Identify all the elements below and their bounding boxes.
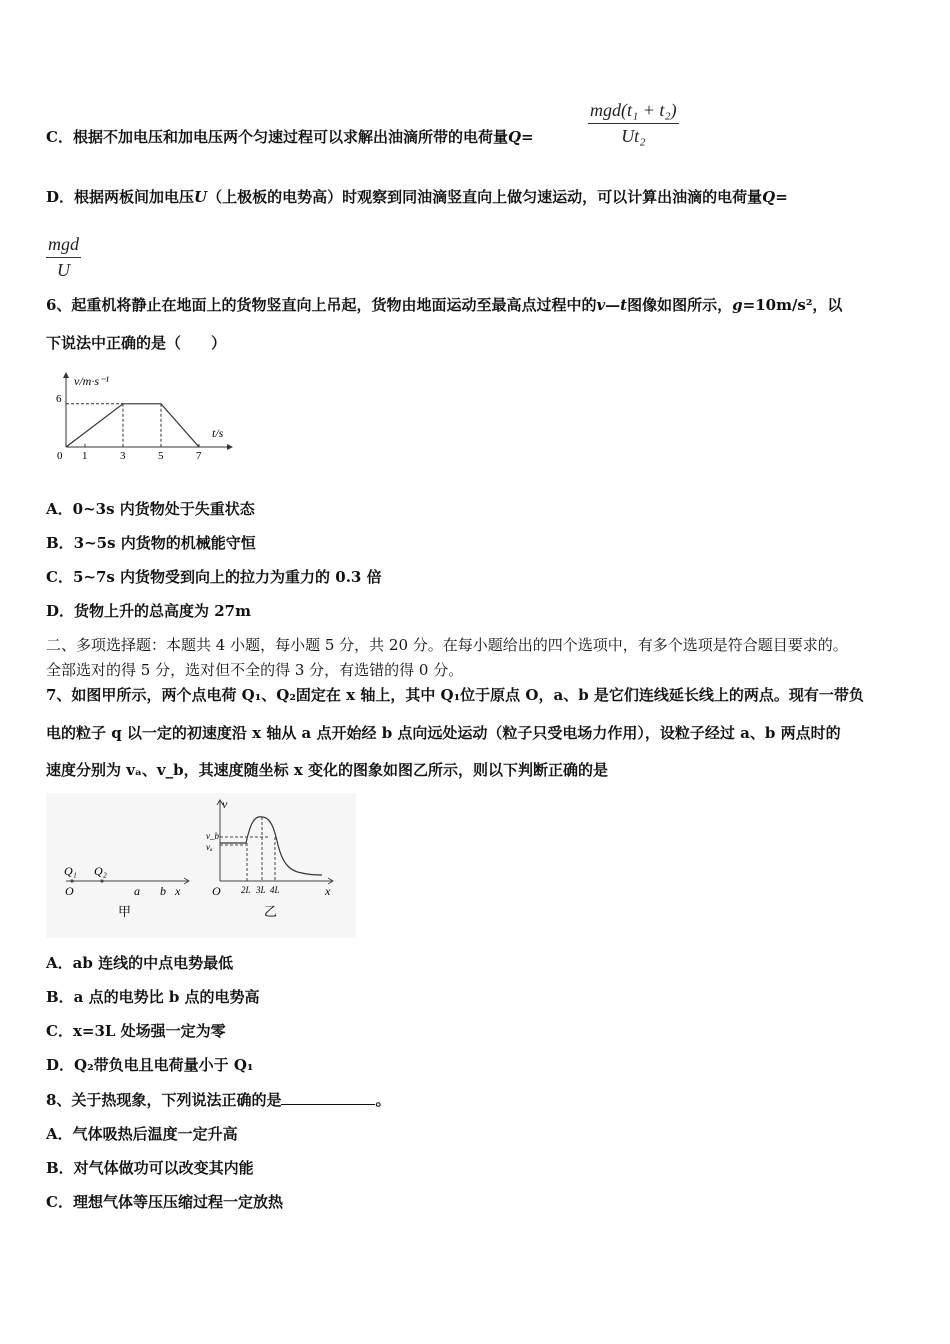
q6-y-tick-6: 6 xyxy=(56,393,62,405)
jia-q2-label: Q₂ xyxy=(94,864,107,878)
q7-option-d: D．Q₂带负电且电荷量小于 Q₁ xyxy=(46,1056,254,1074)
q6-x-tick-5: 5 xyxy=(158,450,164,462)
q6-origin-label: 0 xyxy=(57,450,63,462)
yi-tick-3l: 3L xyxy=(256,885,266,895)
section2-line1: 二、多项选择题：本题共 4 小题，每小题 5 分，共 20 分。在每小题给出的四个选项中，有多个选项是符合题目要求的。 xyxy=(46,636,848,654)
yi-va-label: vₐ xyxy=(206,842,213,852)
q6-y-label: v/m·s⁻¹ xyxy=(74,374,109,388)
q6-x-tick-3: 3 xyxy=(120,450,126,462)
q8-stem: 8、关于热现象，下列说法正确的是 。 xyxy=(46,1091,391,1109)
q8-answer-blank xyxy=(281,1090,375,1105)
jia-a-label: a xyxy=(134,884,140,898)
q6-x-label: t/s xyxy=(212,426,224,440)
q7-figure xyxy=(46,793,356,938)
q6-x-tick-7: 7 xyxy=(196,450,202,462)
yi-vb-label: v_b xyxy=(206,831,219,841)
yi-v-label: v xyxy=(222,797,228,811)
q5-option-d-fraction: mgd U xyxy=(48,234,79,280)
q5-option-c-fraction: mgd(t₁ + t₂) Ut₂ xyxy=(590,100,677,146)
jia-b-label: b xyxy=(160,884,166,898)
yi-origin-label: O xyxy=(212,884,221,898)
q6-option-c: C．5~7s 内货物受到向上的拉力为重力的 0.3 倍 xyxy=(46,568,382,586)
q6-x-tick-1: 1 xyxy=(82,450,88,462)
q5-option-d: D．根据两板间加电压U（上极板的电势高）时观察到同油滴竖直向上做匀速运动，可以计算出油滴的电荷量Q= xyxy=(46,188,788,206)
q8-option-b: B．对气体做功可以改变其内能 xyxy=(46,1159,254,1177)
jia-caption: 甲 xyxy=(118,904,132,919)
q6-stem-line2: 下说法中正确的是（ ） xyxy=(46,334,227,352)
q6-stem-line1: 6、起重机将静止在地面上的货物竖直向上吊起，货物由地面运动至最高点过程中的v—t图像如图所示，g=10m/s²，以 xyxy=(46,296,843,314)
yi-tick-4l: 4L xyxy=(270,885,280,895)
q6-vt-graph xyxy=(50,367,240,467)
q7-option-c: C．x=3L 处场强一定为零 xyxy=(46,1022,226,1040)
q7-option-a: A．ab 连线的中点电势最低 xyxy=(46,954,234,972)
jia-q2-point xyxy=(100,879,103,882)
jia-q1-point xyxy=(70,879,73,882)
q7-option-b: B．a 点的电势比 b 点的电势高 xyxy=(46,988,260,1006)
q6-velocity-line xyxy=(66,404,199,447)
q7-stem-line3: 速度分别为 vₐ、v_b，其速度随坐标 x 变化的图象如图乙所示，则以下判断正确的是 xyxy=(46,761,609,779)
section2-line2: 全部选对的得 5 分，选对但不全的得 3 分，有选错的得 0 分。 xyxy=(46,661,464,679)
q7-figure-background xyxy=(46,793,356,938)
q6-option-d: D．货物上升的总高度为 27m xyxy=(46,602,251,620)
yi-x-label: x xyxy=(325,884,331,898)
jia-x-label: x xyxy=(175,884,181,898)
yi-tick-2l: 2L xyxy=(241,885,251,895)
q7-stem-line1: 7、如图甲所示，两个点电荷 Q₁、Q₂固定在 x 轴上，其中 Q₁位于原点 O，a、b 是它们连线延长线上的两点。现有一带负 xyxy=(46,686,864,704)
yi-caption: 乙 xyxy=(264,904,278,919)
q8-option-a: A．气体吸热后温度一定升高 xyxy=(46,1125,238,1143)
jia-origin-label: O xyxy=(65,884,74,898)
jia-q1-label: Q₁ xyxy=(64,864,77,878)
q6-option-a: A．0~3s 内货物处于失重状态 xyxy=(46,500,255,518)
q8-option-c: C．理想气体等压压缩过程一定放热 xyxy=(46,1193,283,1211)
q5-option-c: C．根据不加电压和加电压两个匀速过程可以求解出油滴所带的电荷量Q= xyxy=(46,128,534,146)
q7-stem-line2: 电的粒子 q 以一定的初速度沿 x 轴从 a 点开始经 b 点向远处运动（粒子只受电场力作用），设粒子经过 a、b 两点时的 xyxy=(46,724,841,742)
q6-option-b: B．3~5s 内货物的机械能守恒 xyxy=(46,534,256,552)
